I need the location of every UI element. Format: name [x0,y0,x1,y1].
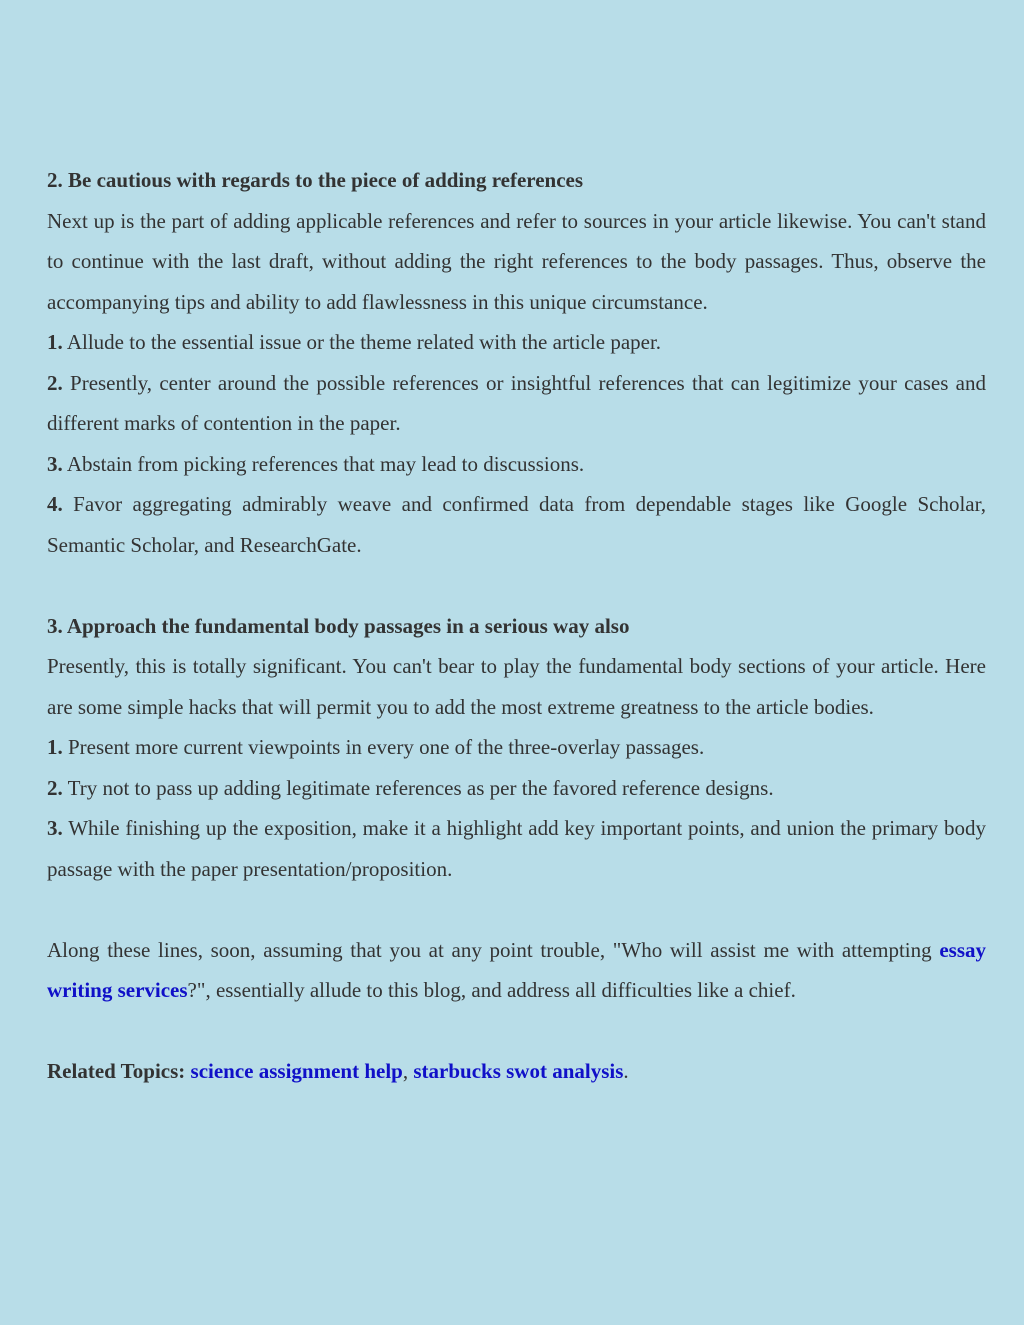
item-text: Try not to pass up adding legitimate references as per the favored reference designs. [67,775,774,800]
starbucks-swot-analysis-link[interactable]: starbucks swot analysis [413,1059,624,1083]
conclusion-paragraph [47,930,986,1011]
section-body-passages [47,606,986,890]
related-topics [47,1051,986,1092]
section-intro: Next up is the part of adding applicable references and refer to sources in your article likewise. You can't stand to continue with the last draft, without adding the right references to the body passages. Thus, observe the accompanying tips and ability to add flawlessness in this unique circumstance. [47,208,986,314]
list-item [47,727,986,768]
item-text: Presently, center around the possible references or insightful references that can legitimize your cases and different marks of contention in the paper. [47,370,986,435]
essay-writing-services-link[interactable]: essay writing services [47,937,986,1002]
spacer [47,889,986,930]
list-item [47,768,986,809]
section-heading: 3. Approach the fundamental body passages in a serious way also [47,613,630,638]
related-topics-label: Related Topics: [47,1059,186,1083]
related-topics-line [47,1051,986,1092]
item-text: Abstain from picking references that may lead to discussions. [66,451,585,476]
section-intro: Presently, this is totally significant. You can't bear to play the fundamental body sections of your article. Here are some simple hacks that will permit you to add the most extreme greatness to the article bodies. [47,654,986,719]
list-item [47,363,986,444]
spacer [47,1011,986,1052]
section-heading: 2. Be cautious with regards to the piece of adding references [47,168,584,192]
conclusion-text [47,930,986,1011]
item-text: Favor aggregating admirably weave and confirmed data from dependable stages like Google Scholar, Semantic Scholar, and ResearchGate. [47,492,987,557]
item-text: While finishing up the exposition, make it a highlight add key important points, and union the primary body passage with the paper presentation/proposition. [47,816,987,881]
item-number: 3. [47,451,63,476]
item-number: 1. [47,330,63,354]
section-references [47,160,986,565]
conclusion-before-link: Along these lines, soon, assuming that you at any point trouble, "Who will assist me with attempting [47,937,940,962]
item-text: Present more current viewpoints in every one of the three-overlay passages. [68,735,705,759]
item-text: Allude to the essential issue or the theme related with the article paper. [66,330,662,354]
spacer [47,565,986,606]
item-number: 2. [47,775,63,800]
list-item [47,484,986,565]
item-number: 2. [47,370,63,395]
item-number: 4. [47,492,63,516]
item-number: 3. [47,816,63,840]
list-item [47,322,986,363]
list-item [47,444,986,485]
related-separator: , [402,1059,409,1083]
item-number: 1. [47,735,63,759]
conclusion-after-link: ?", essentially allude to this blog, and address all difficulties like a chief. [187,978,796,1002]
related-end: . [623,1059,629,1083]
list-item [47,808,986,889]
science-assignment-help-link[interactable]: science assignment help [190,1059,403,1083]
